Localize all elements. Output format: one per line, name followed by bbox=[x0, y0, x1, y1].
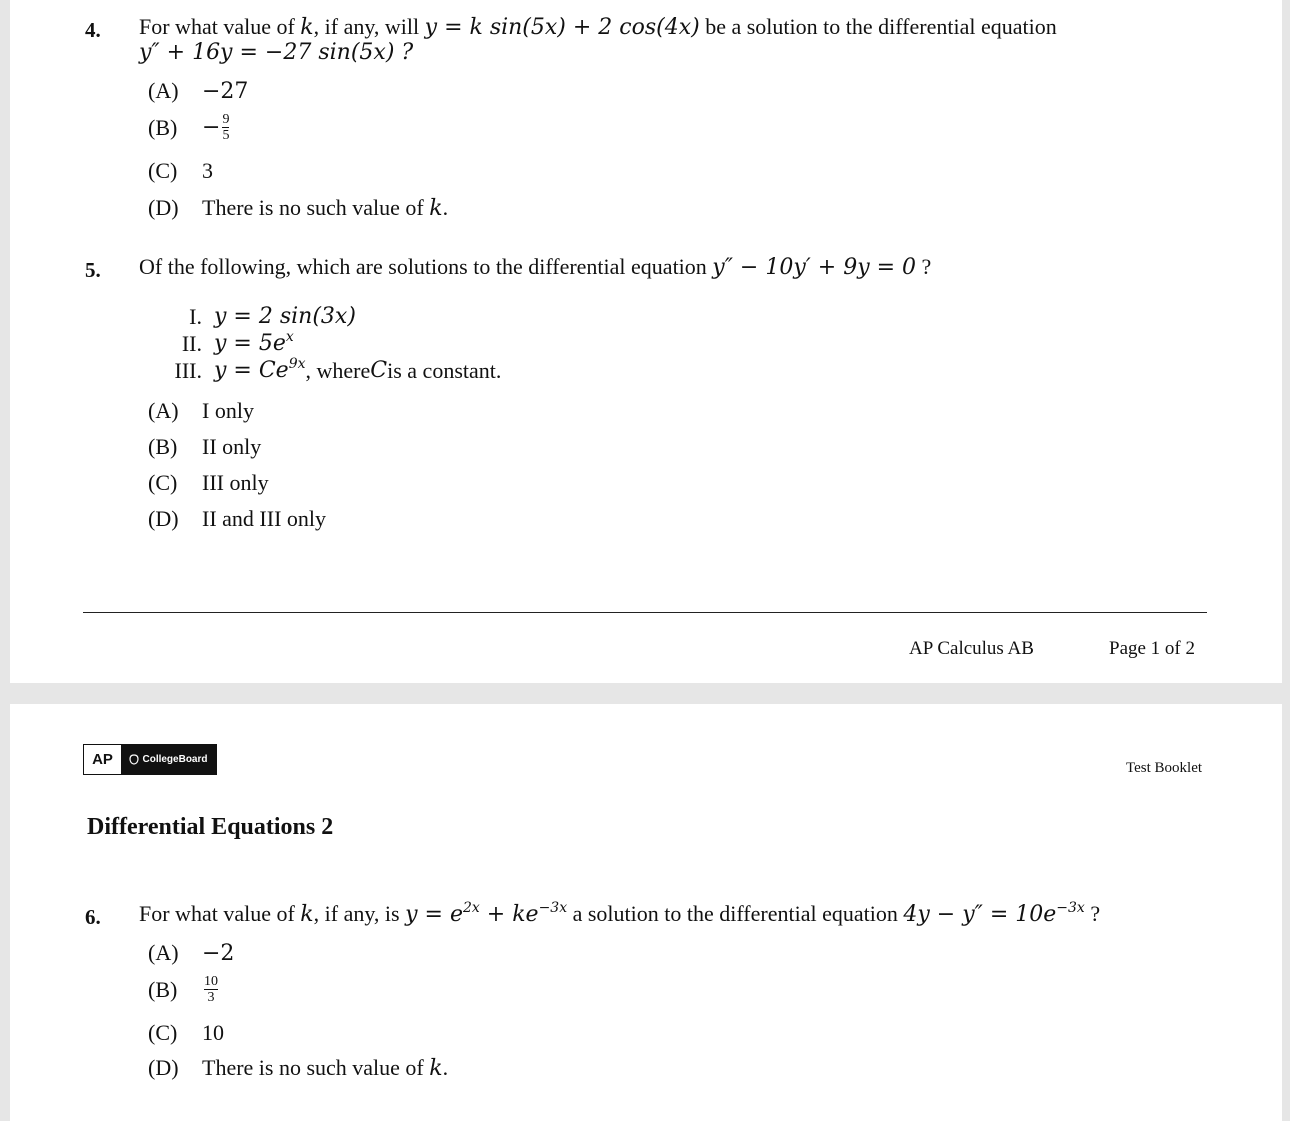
footer-page-number: Page 1 of 2 bbox=[1109, 638, 1196, 659]
question-6-option-b[interactable]: (B) $\frac{10}{3}$ bbox=[148, 974, 218, 1005]
question-4-stem-line2: y″ + 16y = −27 sin(5x) ? bbox=[139, 40, 414, 65]
acorn-icon bbox=[129, 754, 139, 765]
page-2 bbox=[10, 704, 1282, 1121]
test-booklet-label: Test Booklet bbox=[1126, 760, 1203, 776]
question-4-option-d[interactable]: (D) There is no such value of k . bbox=[148, 195, 449, 221]
question-4-stem-line1: For what value of k, if any, will y = k sin(5x) + 2 cos(4x) be a solution to the differential equation bbox=[139, 14, 1057, 40]
question-5-stem: Of the following, which are solutions to the differential equation y″ − 10y′ + 9y = 0 ? bbox=[139, 254, 932, 280]
question-5-option-b[interactable]: (B) II only bbox=[148, 434, 262, 459]
statement-iii: III. $y = Ce^{9x}$ , where C is a constant. bbox=[174, 356, 502, 383]
fraction: $\frac{10}{3}$ bbox=[204, 974, 218, 1005]
question-6-option-d[interactable]: (D) There is no such value of k . bbox=[148, 1055, 449, 1081]
ap-collegeboard-logo bbox=[83, 744, 217, 775]
question-6-option-a[interactable]: (A) −2 bbox=[148, 940, 235, 966]
question-5-option-c[interactable]: (C) III only bbox=[148, 470, 269, 495]
question-6-number: 6. bbox=[85, 905, 101, 929]
fraction: $\frac{9}{5}$ bbox=[222, 112, 230, 143]
statement-ii: II. $y = 5e^x$ bbox=[181, 329, 294, 356]
section-title: Differential Equations 2 bbox=[87, 814, 334, 840]
question-4-number: 4. bbox=[85, 18, 101, 42]
question-5-option-a[interactable]: (A) I only bbox=[148, 398, 254, 423]
ap-logo: AP bbox=[84, 745, 121, 774]
page-1 bbox=[10, 0, 1282, 683]
statement-i: I. y = 2 sin(3x) bbox=[189, 304, 356, 329]
question-4-option-a[interactable]: (A) −27 bbox=[148, 78, 249, 104]
question-5-option-d[interactable]: (D) II and III only bbox=[148, 506, 327, 531]
question-6-option-c[interactable]: (C) 10 bbox=[148, 1020, 224, 1045]
collegeboard-logo: CollegeBoard bbox=[121, 745, 216, 774]
question-4-option-b[interactable]: (B) − $\frac{9}{5}$ bbox=[148, 112, 230, 143]
footer-divider bbox=[83, 612, 1207, 613]
footer-course: AP Calculus AB bbox=[909, 638, 1034, 659]
question-6-stem: For what value of k, if any, is $y = e^{2x} + ke^{-3x}$ a solution to the differential equation $4y - y'' = 10e^{-3x}$ ? bbox=[139, 900, 1101, 927]
question-4-option-c[interactable]: (C) 3 bbox=[148, 158, 213, 183]
question-5-number: 5. bbox=[85, 258, 101, 282]
